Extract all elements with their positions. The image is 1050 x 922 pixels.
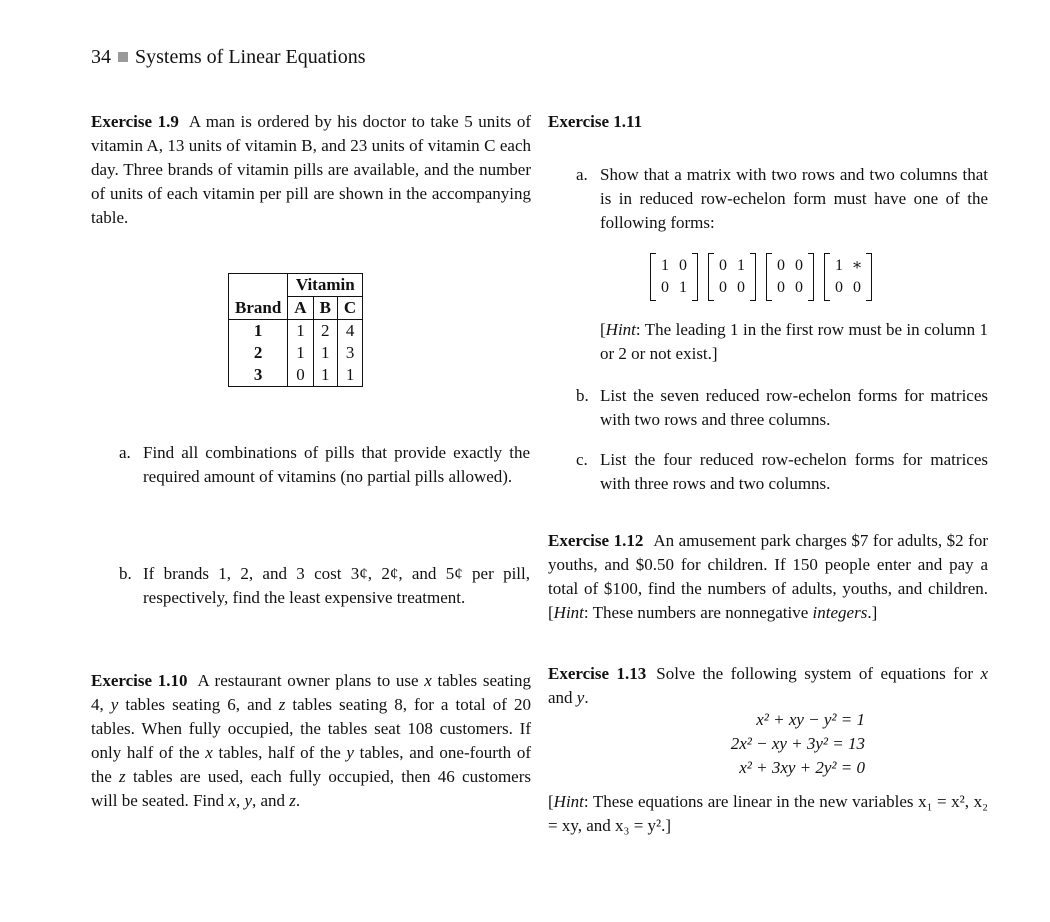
exercise-1-9-statement — [91, 110, 531, 230]
exercise-1-11-part-b: b. List the seven reduced row-echelon forms for matrices with two rows and three columns. — [576, 386, 988, 429]
col-header-b: B — [313, 297, 337, 320]
page-header — [91, 44, 366, 70]
right-bracket-icon — [866, 253, 872, 301]
exercise-1-13-title: Exercise 1.13 — [548, 664, 647, 683]
equation-system — [685, 708, 865, 780]
exercise-1-9-part-a: a. Find all combinations of pills that provide exactly the required amount of vitamins (no partial pills allowed). — [119, 443, 530, 486]
table-row: 2 1 1 3 — [229, 342, 363, 364]
exercise-1-10-statement: Exercise 1.10 A restaurant owner plans to use x tables seating 4, y tables seating 6, and z tables seating 8, for a total of 20 tables. When fully occupied, the tables seat 108 customers. If only half of the x tables, half of the y tables, and one-fourth of the z tables are used, each fully occupied, then 46 customers will be seated. Find x, y, and z. — [91, 671, 531, 810]
exercise-1-13-statement: Exercise 1.13 Solve the following system of equations for x and y. — [548, 664, 988, 707]
exercise-1-12-statement: Exercise 1.12 An amusement park charges $7 for adults, $2 for youths, and $0.50 for children. If 150 people enter and pay a total of $100, find the numbers of adults, youths, and children. [Hint: These numbers are nonnegative integers.] — [548, 531, 988, 622]
matrix-3: 0 0 0 0 — [766, 253, 814, 301]
exercise-1-11-statement — [548, 110, 988, 134]
exercise-1-11-part-c: c. List the four reduced row-echelon forms for matrices with three rows and two columns. — [576, 450, 988, 493]
table-row: 3 0 1 1 — [229, 364, 363, 387]
exercise-1-9-title: Exercise 1.9 — [91, 112, 179, 131]
exercise-1-12-title: Exercise 1.12 — [548, 531, 644, 550]
table-row: 1 1 2 4 — [229, 320, 363, 343]
exercise-1-11-hint: [Hint: The leading 1 in the first row must be in column 1 or 2 or not exist.] — [600, 320, 988, 363]
col-header-c: C — [337, 297, 362, 320]
chapter-title: Systems of Linear Equations — [135, 46, 366, 68]
right-bracket-icon — [808, 253, 814, 301]
exercise-1-13-hint: [Hint: These equations are linear in the new variables x₁ = x², x₂ = xy, and x₃ = y².] — [548, 792, 988, 835]
exercise-1-9-part-b: b. If brands 1, 2, and 3 cost 3¢, 2¢, and 5¢ per pill, respectively, find the least expensive treatment. — [119, 564, 530, 607]
matrix-4: 1 ∗ 0 0 — [824, 253, 872, 301]
col-header-a: A — [288, 297, 313, 320]
equation-1: x² + xy − y² = 1 — [756, 710, 865, 729]
exercise-1-11-title: Exercise 1.11 — [548, 112, 643, 131]
vitamin-group-header: Vitamin — [288, 274, 363, 297]
equation-3: x² + 3xy + 2y² = 0 — [739, 758, 865, 777]
exercise-1-11-part-a: a. Show that a matrix with two rows and two columns that is in reduced row-echelon form must have one of the following forms: — [576, 165, 988, 232]
page-number: 34 — [91, 46, 111, 68]
exercise-1-10-title: Exercise 1.10 — [91, 671, 188, 690]
equation-2: 2x² − xy + 3y² = 13 — [730, 734, 865, 753]
right-bracket-icon — [692, 253, 698, 301]
vitamin-table — [228, 273, 363, 387]
matrix-2: 0 1 0 0 — [708, 253, 756, 301]
brand-header: Brand — [229, 297, 288, 320]
vitamin-table-grid — [228, 273, 363, 387]
exercise-1-9-text: A man is ordered by his doctor to take 5 units of vitamin A, 13 units of vitamin B, and 23 units of vitamin C each day. Three brands of vitamin pills are available, and the number of units of each vitamin per pill are shown in the accompanying table. — [91, 112, 531, 227]
separator-square-icon — [118, 52, 128, 62]
right-bracket-icon — [750, 253, 756, 301]
matrix-forms — [648, 253, 874, 301]
matrix-1: 1 0 0 1 — [650, 253, 698, 301]
